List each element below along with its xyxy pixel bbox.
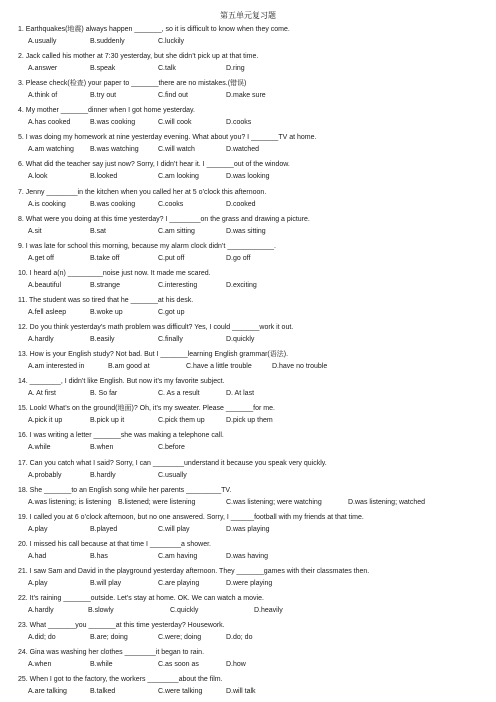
option-c: C.pick them up [158, 417, 205, 425]
question-stem: 18. She _______to an English song while her parents _________TV. [18, 486, 232, 494]
option-a: A.think of [28, 92, 58, 100]
option-c: C.luckily [158, 38, 185, 45]
option-c: C.find out [158, 92, 188, 100]
option-a: A.did; do [28, 634, 56, 642]
question-stem: 1. Earthquakes(地震) always happen _______, so it is difficult to know when they come. [18, 26, 290, 33]
answer-options [18, 686, 490, 698]
question-item [18, 430, 490, 457]
question-item [18, 241, 490, 268]
question-stem: 19. I called you at 6 o’clock afternoon, but no one answered. Sorry, I ______football with my friends at that time. [18, 513, 364, 521]
option-d: D.was sitting [226, 227, 266, 235]
question-stem: 25. When I got to the factory, the workers ________about the film. [18, 676, 223, 684]
question-stem: 15. Look! What’s on the ground(地面)? Oh, it’s my sweater. Please _______for me. [18, 405, 275, 413]
answer-options [18, 171, 490, 183]
question-item [18, 647, 490, 674]
option-a: A.am interested in [28, 363, 85, 371]
option-b: B.sat [90, 227, 106, 235]
answer-options [18, 199, 490, 211]
option-b: B.try out [90, 92, 117, 100]
question-item [18, 539, 490, 566]
option-a: A.probably [28, 471, 62, 479]
option-d: D.was having [226, 552, 269, 560]
question-item [18, 268, 490, 295]
question-item [18, 105, 490, 132]
option-c: C.before [158, 444, 185, 452]
option-c: C.got up [158, 308, 185, 316]
question-item [18, 512, 490, 539]
answer-options [18, 36, 490, 48]
option-d: D.heavily [254, 606, 283, 614]
question-item [18, 24, 490, 51]
option-c: C.am sitting [158, 227, 195, 235]
option-a: A.when [28, 661, 52, 669]
option-b: B.take off [90, 254, 120, 262]
option-a: A.pick it up [28, 417, 63, 425]
option-d: D.watched [226, 146, 260, 154]
question-stem: 11. The student was so tired that he _______at his desk. [18, 296, 194, 304]
question-item [18, 295, 490, 322]
option-c: C.am having [158, 552, 198, 560]
option-a: A.hardly [28, 606, 54, 614]
option-c: C.were talking [158, 688, 203, 696]
answer-options [18, 605, 490, 617]
option-a: A.answer [28, 65, 58, 73]
question-stem: 14. ________, I didn’t like English. But now it’s my favorite subject. [18, 378, 225, 386]
option-c: C.will cook [158, 119, 192, 127]
question-item [18, 620, 490, 647]
answer-options [18, 226, 490, 238]
question-stem: 17. Can you catch what I said? Sorry, I can ________understand it because you speak very quickly. [18, 459, 327, 467]
option-d: D.go off [226, 254, 251, 262]
option-a: A.fell asleep [28, 308, 67, 316]
answer-options [18, 632, 490, 644]
question-stem: 7. Jenny ________in the kitchen when you called her at 5 o’clock this afternoon. [18, 188, 267, 196]
question-stem: 2. Jack called his mother at 7:30 yesterday, but she didn’t pick up at that time. [18, 53, 259, 61]
option-c: C.will watch [158, 146, 195, 154]
answer-options [18, 442, 490, 454]
question-item [18, 159, 490, 186]
option-b: B.pick up it [90, 417, 125, 425]
question-item [18, 51, 490, 78]
question-item [18, 349, 490, 376]
option-a: A.are talking [28, 688, 67, 696]
question-stem: 13. How is your English study? Not bad. But I _______learning English grammar(语法). [18, 351, 289, 359]
question-stem: 3. Please check(检查) your paper to _______there are no mistakes.(错误) [18, 80, 247, 88]
question-item [18, 187, 490, 214]
answer-options [18, 280, 490, 292]
question-stem: 16. I was writing a letter _______she was making a telephone call. [18, 432, 224, 440]
option-b: B.listened; were listening [118, 498, 196, 506]
option-c: C.are playing [158, 579, 200, 587]
answer-options [18, 388, 490, 400]
question-item [18, 322, 490, 349]
answer-options [18, 307, 490, 319]
question-stem: 22. It’s raining _______outside. Let’s stay at home. OK. We can watch a movie. [18, 594, 264, 602]
option-b: B.am good at [108, 363, 150, 371]
question-stem: 23. What _______you _______at this time yesterday? Housework. [18, 622, 225, 630]
option-b: B.are; doing [90, 634, 128, 642]
option-c: C.usually [158, 471, 187, 479]
option-c: C.interesting [158, 281, 198, 289]
question-item [18, 214, 490, 241]
option-d: D.was listening; watched [348, 498, 426, 506]
option-a: A.look [28, 173, 48, 181]
option-d: D.how [226, 661, 246, 669]
option-d: D.pick up them [226, 417, 273, 425]
option-b: B.when [90, 444, 114, 452]
option-c: C.have a little trouble [186, 363, 252, 371]
option-b: B.will play [90, 579, 122, 587]
option-c: C.as soon as [158, 661, 199, 669]
option-d: D.quickly [226, 336, 255, 344]
answer-options [18, 334, 490, 346]
question-stem: 10. I heard a(n) _________noise just now. It made me scared. [18, 269, 211, 277]
option-d: D.do; do [226, 634, 253, 642]
answer-options [18, 578, 490, 590]
option-d: D.cooked [226, 200, 256, 208]
question-stem: 5. I was doing my homework at nine yesterday evening. What about you? I _______TV at home. [18, 134, 317, 142]
option-d: D.will talk [226, 688, 256, 696]
question-stem: 20. I missed his call because at that time I ________a shower. [18, 540, 212, 548]
question-stem: 21. I saw Sam and David in the playground yesterday afternoon. They _______games with their classmates then. [18, 567, 370, 575]
option-b: B.talked [90, 688, 116, 696]
answer-options [18, 659, 490, 671]
question-item [18, 132, 490, 159]
worksheet-title: 第五单元复习题 [220, 11, 276, 20]
option-d: D.was looking [226, 173, 270, 181]
option-b: B.speak [90, 65, 116, 73]
option-b: B.easily [90, 336, 115, 344]
option-d: D.make sure [226, 92, 266, 100]
option-a: A.hardly [28, 336, 54, 344]
option-a: A.am watching [28, 146, 74, 154]
answer-options [18, 117, 490, 129]
option-b: B.slowly [88, 606, 114, 614]
question-item [18, 403, 490, 430]
question-item [18, 376, 490, 403]
question-stem: 9. I was late for school this morning, because my alarm clock didn’t ____________. [18, 242, 276, 250]
option-a: A.usually [28, 38, 57, 45]
answer-options [18, 63, 490, 75]
option-c: C. As a result [158, 390, 200, 398]
option-d: D.cooks [226, 119, 252, 127]
answer-options [18, 253, 490, 265]
option-a: A.is cooking [28, 200, 66, 208]
answer-options [18, 415, 490, 427]
question-stem: 6. What did the teacher say just now? Sorry, I didn’t hear it. I _______out of the window. [18, 161, 290, 169]
option-d: D.was playing [226, 525, 270, 533]
option-b: B.strange [90, 281, 120, 289]
option-d: D.have no trouble [272, 363, 328, 371]
option-b: B.was cooking [90, 200, 136, 208]
option-a: A.get off [28, 254, 54, 262]
option-c: C.am looking [158, 173, 199, 181]
question-stem: 12. Do you think yesterday’s math problem was difficult? Yes, I could _______work it out. [18, 324, 294, 332]
option-c: C.cooks [158, 200, 184, 208]
option-c: C.talk [158, 65, 176, 73]
option-a: A.play [28, 525, 48, 533]
question-list [18, 24, 490, 701]
option-c: C.was listening; were watching [226, 498, 322, 506]
question-item [18, 566, 490, 593]
option-c: C.were; doing [158, 634, 202, 642]
option-d: D.ring [226, 65, 245, 73]
option-b: B.has [90, 552, 108, 560]
option-a: A.had [28, 552, 47, 560]
option-b: B.looked [90, 173, 118, 181]
option-a: A.beautiful [28, 281, 62, 289]
option-a: A.while [28, 444, 51, 452]
question-item [18, 485, 490, 512]
option-c: C.finally [158, 336, 183, 344]
option-a: A.play [28, 579, 48, 587]
option-d: D.were playing [226, 579, 273, 587]
option-a: A.sit [28, 227, 42, 235]
option-b: B.played [90, 525, 118, 533]
answer-options [18, 90, 490, 102]
question-stem: 4. My mother _______dinner when I got home yesterday. [18, 107, 195, 115]
option-b: B.woke up [90, 308, 123, 316]
option-b: B.hardly [90, 471, 116, 479]
option-c: C.will play [158, 525, 190, 533]
question-item [18, 458, 490, 485]
answer-options [18, 470, 490, 482]
option-b: B.was cooking [90, 119, 136, 127]
question-item [18, 674, 490, 701]
answer-options [18, 361, 490, 373]
option-d: D.exciting [226, 281, 257, 289]
option-b: B.suddenly [90, 38, 125, 45]
answer-options [18, 144, 490, 156]
answer-options [18, 497, 490, 509]
answer-options [18, 551, 490, 563]
option-c: C.quickly [170, 606, 199, 614]
question-item [18, 78, 490, 105]
question-stem: 8. What were you doing at this time yesterday? I ________on the grass and drawing a picture. [18, 215, 310, 223]
option-b: B. So far [90, 390, 118, 398]
answer-options [18, 524, 490, 536]
option-a: A.was listening; is listening [28, 498, 112, 506]
question-item [18, 593, 490, 620]
option-a: A. At first [28, 390, 57, 398]
option-c: C.put off [158, 254, 185, 262]
option-d: D. At last [226, 390, 255, 398]
option-b: B.was watching [90, 146, 139, 154]
option-a: A.has cooked [28, 119, 71, 127]
question-stem: 24. Gina was washing her clothes ________it began to rain. [18, 649, 205, 657]
option-b: B.while [90, 661, 113, 669]
